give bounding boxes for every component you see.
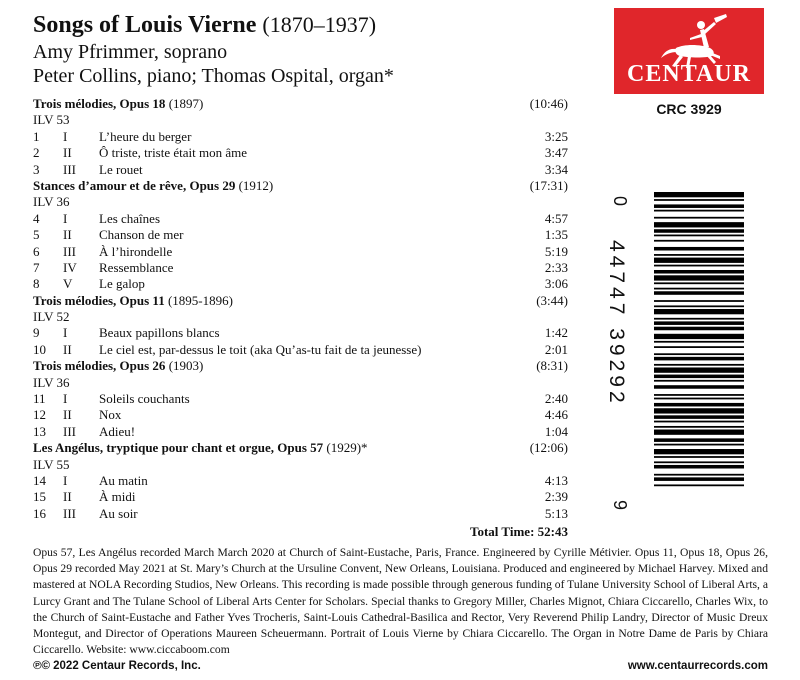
track-row (33, 506, 568, 522)
track-list (33, 96, 568, 540)
barcode-bar (654, 309, 744, 314)
track-roman: II (63, 145, 72, 161)
barcode-end-digit: 9 (610, 500, 630, 511)
track-number: 1 (33, 128, 40, 144)
barcode-bar (654, 258, 744, 263)
track-duration: 3:34 (544, 161, 568, 177)
track-number: 2 (33, 145, 40, 161)
track-row (33, 211, 568, 227)
barcode-bar (654, 282, 744, 284)
work-year: (1912) (238, 177, 274, 193)
track-number: 9 (33, 325, 40, 341)
barcode (605, 160, 790, 520)
track-duration: 2:01 (544, 341, 568, 357)
track-roman: I (63, 325, 68, 341)
website-link[interactable]: www.centaurrecords.com (627, 660, 768, 672)
track-row (33, 473, 568, 489)
work-catalog-ilv: ILV 36 (33, 194, 70, 210)
barcode-bar (654, 357, 744, 361)
barcode-bar (654, 415, 744, 419)
barcode-bar (654, 222, 744, 227)
work-duration: (12:06) (529, 440, 568, 456)
barcode-bar (654, 461, 744, 463)
logo-text: CENTAUR (627, 61, 751, 87)
track-number: 15 (33, 489, 46, 505)
work-title: Trois mélodies, Opus 11 (33, 292, 165, 308)
track-number: 10 (33, 341, 46, 357)
performer-line-1: Amy Pfrimmer, soprano (33, 41, 228, 63)
track-roman: III (63, 161, 76, 177)
work-duration: (17:31) (529, 177, 568, 193)
work-title-group (33, 293, 233, 308)
barcode-bar (654, 385, 744, 389)
track-number: 13 (33, 423, 46, 439)
album-title (33, 10, 593, 40)
barcode-bar (654, 380, 744, 382)
track-duration: 5:13 (544, 505, 568, 521)
track-duration: 1:04 (544, 423, 568, 439)
barcode-bar (654, 444, 744, 446)
track-title: Ressemblance (99, 259, 174, 275)
work-heading (33, 440, 568, 456)
barcode-bar (654, 398, 744, 400)
credits-text: Opus 57, Les Angélus recorded March March 2020 at Church of Saint-Eustache, Paris, France. Engineered by Cyrille Métivier. Opus 11, Opus 18, Opus 26, Opus 29 recorded May 2021 at St. Mary’s Church at the Ursuline Convent, New Orleans, Louisiana. Produced and engineered by Michael Harvey. Mixed and mastered at NOLA Recording Studios, New Orleans. This recording is made possible through generous funding of Tulane University School of Liberal Arts, a Lurcy Grant and The Tulane School of Liberal Arts Center for Scholars. Special thanks to Gregory Miller, Charles Mignot, Chiara Ciccarello, Charles Wix, to the Church of Saint-Eustache and Father Yves Trocheris, Saint-Louis Cathedral-Basilica and Rector, Very Reverend Philip Landry, Director of Music Dreux Montegut, and Director of Operations Maureen Scheuermann. Portrait of Louis Vierne by Chiara Ciccarello. The Organ in Notre Dame de Paris by Chiara Ciccarello. Website: www.ciccaboom.com (33, 546, 768, 657)
track-row (33, 424, 568, 440)
track-duration: 3:06 (544, 276, 568, 292)
barcode-bar (654, 265, 744, 267)
track-row (33, 227, 568, 243)
track-roman: I (63, 391, 68, 407)
barcode-bar (654, 235, 744, 237)
performer-line-2: Peter Collins, piano; Thomas Ospital, organ* (33, 65, 394, 87)
barcode-bar (654, 321, 744, 325)
barcode-digits: 44747 39292 (605, 240, 628, 407)
work-heading (33, 178, 568, 194)
barcode-bar (654, 430, 744, 435)
track-duration: 3:47 (544, 145, 568, 161)
track-number: 14 (33, 472, 46, 488)
track-number: 4 (33, 210, 40, 226)
work-title-group (33, 358, 203, 373)
track-roman: I (63, 210, 68, 226)
track-number: 7 (33, 259, 40, 275)
work-title-group (33, 96, 203, 111)
track-duration: 2:33 (544, 259, 568, 275)
barcode-bars (654, 192, 744, 488)
work-year: (1903) (168, 358, 204, 374)
barcode-bar (654, 192, 744, 197)
barcode-bar (654, 403, 744, 407)
work-duration: (8:31) (536, 358, 568, 374)
track-title: Au matin (99, 472, 148, 488)
work-catalog-ilv: ILV 55 (33, 456, 70, 472)
track-roman: II (63, 407, 72, 423)
barcode-bar (654, 318, 744, 320)
track-row (33, 145, 568, 161)
track-title: Beaux papillons blancs (99, 325, 220, 341)
barcode-bar (654, 254, 744, 256)
track-title: Chanson de mer (99, 227, 184, 243)
track-row (33, 391, 568, 407)
work-heading (33, 96, 568, 112)
barcode-bar (654, 247, 744, 251)
track-title: À midi (99, 489, 136, 505)
track-title: Les chaînes (99, 210, 161, 226)
barcode-bar (654, 449, 744, 454)
barcode-bar (654, 474, 744, 476)
work-catalog-ilv: ILV 52 (33, 309, 70, 325)
track-number: 16 (33, 505, 46, 521)
track-row (33, 407, 568, 423)
work-duration: (10:46) (529, 96, 568, 111)
track-duration: 4:46 (544, 407, 568, 423)
work-heading (33, 293, 568, 309)
track-roman: III (63, 505, 76, 521)
track-number: 11 (33, 391, 46, 407)
barcode-bar (654, 327, 744, 331)
barcode-bar (654, 364, 744, 366)
barcode-bar (654, 275, 744, 280)
track-duration: 1:42 (544, 325, 568, 341)
barcode-bar (654, 465, 744, 469)
barcode-bar (654, 421, 744, 423)
total-time: Total Time: 52:43 (470, 524, 568, 540)
track-title: L’heure du berger (99, 128, 192, 144)
track-row (33, 276, 568, 292)
work-year: (1897) (168, 96, 204, 111)
barcode-bar (654, 240, 744, 242)
track-title: Nox (99, 407, 122, 423)
barcode-top-digit: 0 (610, 196, 630, 207)
work-title: Trois mélodies, Opus 26 (33, 358, 166, 374)
work-title-group (33, 440, 368, 455)
barcode-bar (654, 288, 744, 290)
album-title-main: Songs of Louis Vierne (33, 12, 257, 38)
track-number: 12 (33, 407, 46, 423)
barcode-bar (654, 270, 744, 274)
track-title: Le galop (99, 276, 145, 292)
centaur-logo (614, 8, 764, 94)
track-duration: 4:57 (544, 210, 568, 226)
work-title: Stances d’amour et de rêve, Opus 29 (33, 177, 236, 193)
track-row (33, 260, 568, 276)
track-duration: 2:39 (544, 489, 568, 505)
work-title: Les Angélus, tryptique pour chant et orgue, Opus 57 (33, 440, 324, 456)
track-row (33, 342, 568, 358)
track-row (33, 244, 568, 260)
barcode-bar (654, 300, 744, 302)
barcode-bar (654, 394, 744, 396)
track-roman: III (63, 423, 76, 439)
barcode-bar (654, 408, 744, 413)
track-number: 8 (33, 276, 40, 292)
barcode-bar (654, 210, 744, 212)
work-duration: (3:44) (536, 292, 568, 308)
track-number: 3 (33, 161, 40, 177)
track-title: Soleils couchants (99, 391, 190, 407)
barcode-bar (654, 217, 744, 219)
album-title-years: (1870–1937) (262, 12, 377, 37)
barcode-bar (654, 229, 744, 233)
track-row (33, 162, 568, 178)
track-roman: III (63, 243, 76, 259)
track-title: Le rouet (99, 161, 143, 177)
track-duration: 5:19 (544, 243, 568, 259)
track-number: 6 (33, 243, 40, 259)
barcode-bar (654, 456, 744, 458)
track-title: Au soir (99, 505, 138, 521)
track-title: À l’hirondelle (99, 243, 173, 259)
track-row (33, 489, 568, 505)
track-roman: I (63, 472, 68, 488)
album-header (33, 10, 593, 88)
barcode-bar (654, 199, 744, 201)
barcode-bar (654, 204, 744, 208)
barcode-bar (654, 353, 744, 355)
work-year: (1929)* (326, 440, 368, 456)
track-duration: 3:25 (544, 128, 568, 144)
work-title: Trois mélodies, Opus 18 (33, 96, 166, 111)
track-row (33, 325, 568, 341)
barcode-bar (654, 305, 744, 307)
track-roman: II (63, 341, 72, 357)
track-duration: 2:40 (544, 391, 568, 407)
track-duration: 1:35 (544, 227, 568, 243)
copyright: ℗© 2022 Centaur Records, Inc. (33, 660, 201, 672)
barcode-bar (654, 426, 744, 428)
barcode-bar (654, 484, 744, 486)
barcode-bar (654, 477, 744, 481)
track-number: 5 (33, 227, 40, 243)
work-year: (1895-1896) (167, 292, 233, 308)
track-roman: I (63, 128, 68, 144)
barcode-bar (654, 334, 744, 339)
track-row (33, 129, 568, 145)
track-roman: II (63, 489, 72, 505)
barcode-bar (654, 291, 744, 295)
barcode-bar (654, 341, 744, 343)
track-roman: IV (63, 259, 77, 275)
track-title: Adieu! (99, 423, 136, 439)
track-title: Ô triste, triste était mon âme (99, 145, 248, 161)
barcode-bar (654, 375, 744, 379)
work-catalog-ilv: ILV 36 (33, 374, 70, 390)
work-catalog-ilv: ILV 53 (33, 112, 70, 128)
work-heading (33, 358, 568, 374)
track-roman: V (63, 276, 73, 292)
catalog-number: CRC 3929 (656, 101, 722, 117)
barcode-bar (654, 367, 744, 372)
barcode-bar (654, 346, 744, 348)
barcode-bar (654, 438, 744, 442)
track-title: Le ciel est, par-dessus le toit (aka Qu’as-tu fait de ta jeunesse) (99, 341, 422, 357)
work-title-group (33, 178, 273, 193)
track-roman: II (63, 227, 72, 243)
track-duration: 4:13 (544, 472, 568, 488)
